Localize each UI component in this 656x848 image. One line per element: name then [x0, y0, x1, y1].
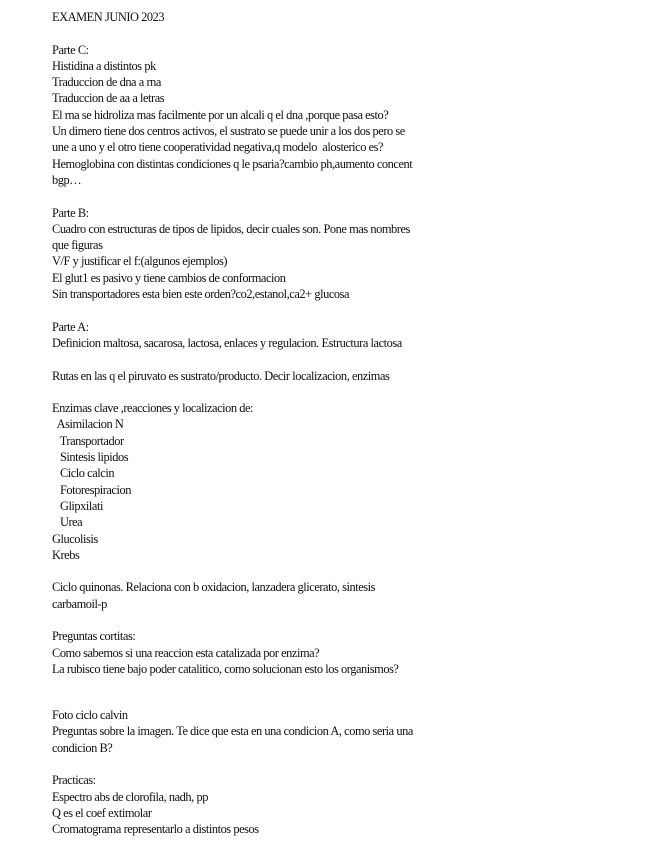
- section-parte-a: [52, 319, 512, 612]
- section-parte-b: [52, 205, 512, 303]
- text-line: Preguntas sobre la imagen. Te dice que esta en una condicion A, como seria una: [52, 724, 413, 739]
- text-line: V/F y justificar el f:(algunos ejemplos): [52, 254, 228, 269]
- section-preguntas-cortitas: [52, 628, 512, 677]
- list-item: Transportador: [52, 433, 124, 448]
- text-line: Hemoglobina con distintas condiciones q le psaria?cambio ph,aumento concent: [52, 156, 413, 171]
- text-line: El glut1 es pasivo y tiene cambios de conformacion: [52, 270, 286, 285]
- section-foto: [52, 707, 512, 756]
- text-line: Cromatograma representarlo a distintos pesos: [52, 822, 259, 837]
- section-heading: Parte C:: [52, 42, 89, 57]
- text-line: La rubisco tiene bajo poder catalitico, como solucionan esto los organismos?: [52, 661, 399, 676]
- enzimas-heading: Enzimas clave ,reacciones y localizacion de:: [52, 401, 254, 416]
- text-line: Como sabemos si una reaccion esta catalizada por enzima?: [52, 645, 320, 660]
- section-parte-c: [52, 42, 512, 189]
- list-item: Glucolisis: [52, 531, 98, 546]
- text-line: Histidina a distintos pk: [52, 58, 156, 73]
- list-item: Asimilacion N: [52, 417, 124, 432]
- section-heading: Foto ciclo calvin: [52, 708, 128, 723]
- section-heading: Parte B:: [52, 205, 89, 220]
- text-line: Cuadro con estructuras de tipos de lipidos, decir cuales son. Pone mas nombres: [52, 221, 410, 236]
- text-line: Q es el coef extimolar: [52, 805, 152, 820]
- text-line: Definicion maltosa, sacarosa, lactosa, enlaces y regulacion. Estructura lactosa: [52, 335, 402, 350]
- text-line: bgp…: [52, 172, 82, 187]
- list-item: Sintesis lipidos: [52, 450, 129, 465]
- text-line: Traduccion de dna a rna: [52, 75, 161, 90]
- list-item: Fotorespiracion: [52, 482, 131, 497]
- text-line: condicion B?: [52, 740, 113, 755]
- list-item: Urea: [52, 515, 83, 530]
- document-title: EXAMEN JUNIO 2023: [52, 10, 165, 24]
- text-line: El rna se hidroliza mas facilmente por un alcali q el dna ,porque pasa esto?: [52, 107, 389, 122]
- text-line: Sin transportadores esta bien este orden?co2,estanol,ca2+ glucosa: [52, 287, 350, 302]
- text-line: une a uno y el otro tiene cooperatividad negativa,q modelo alosterico es?: [52, 140, 384, 155]
- text-line: Ciclo quinonas. Relaciona con b oxidacion, lanzadera glicerato, sintesis: [52, 580, 376, 595]
- text-line: Espectro abs de clorofila, nadh, pp: [52, 789, 208, 804]
- text-line: Traduccion de aa a letras: [52, 91, 165, 106]
- list-item: Glipxilati: [52, 498, 103, 513]
- text-line: Rutas en las q el piruvato es sustrato/producto. Decir localizacion, enzimas: [52, 368, 390, 383]
- section-heading: Preguntas cortitas:: [52, 629, 136, 644]
- section-heading: Practicas:: [52, 773, 96, 788]
- section-practicas: [52, 772, 512, 837]
- section-heading: Parte A:: [52, 319, 89, 334]
- text-line: carbamoil-p: [52, 596, 107, 611]
- list-item: Krebs: [52, 547, 80, 562]
- list-item: Ciclo calcin: [52, 466, 115, 481]
- text-line: que figuras: [52, 238, 103, 253]
- document-page: [52, 9, 512, 838]
- text-line: Un dimero tiene dos centros activos, el sustrato se puede unir a los dos pero se: [52, 124, 405, 139]
